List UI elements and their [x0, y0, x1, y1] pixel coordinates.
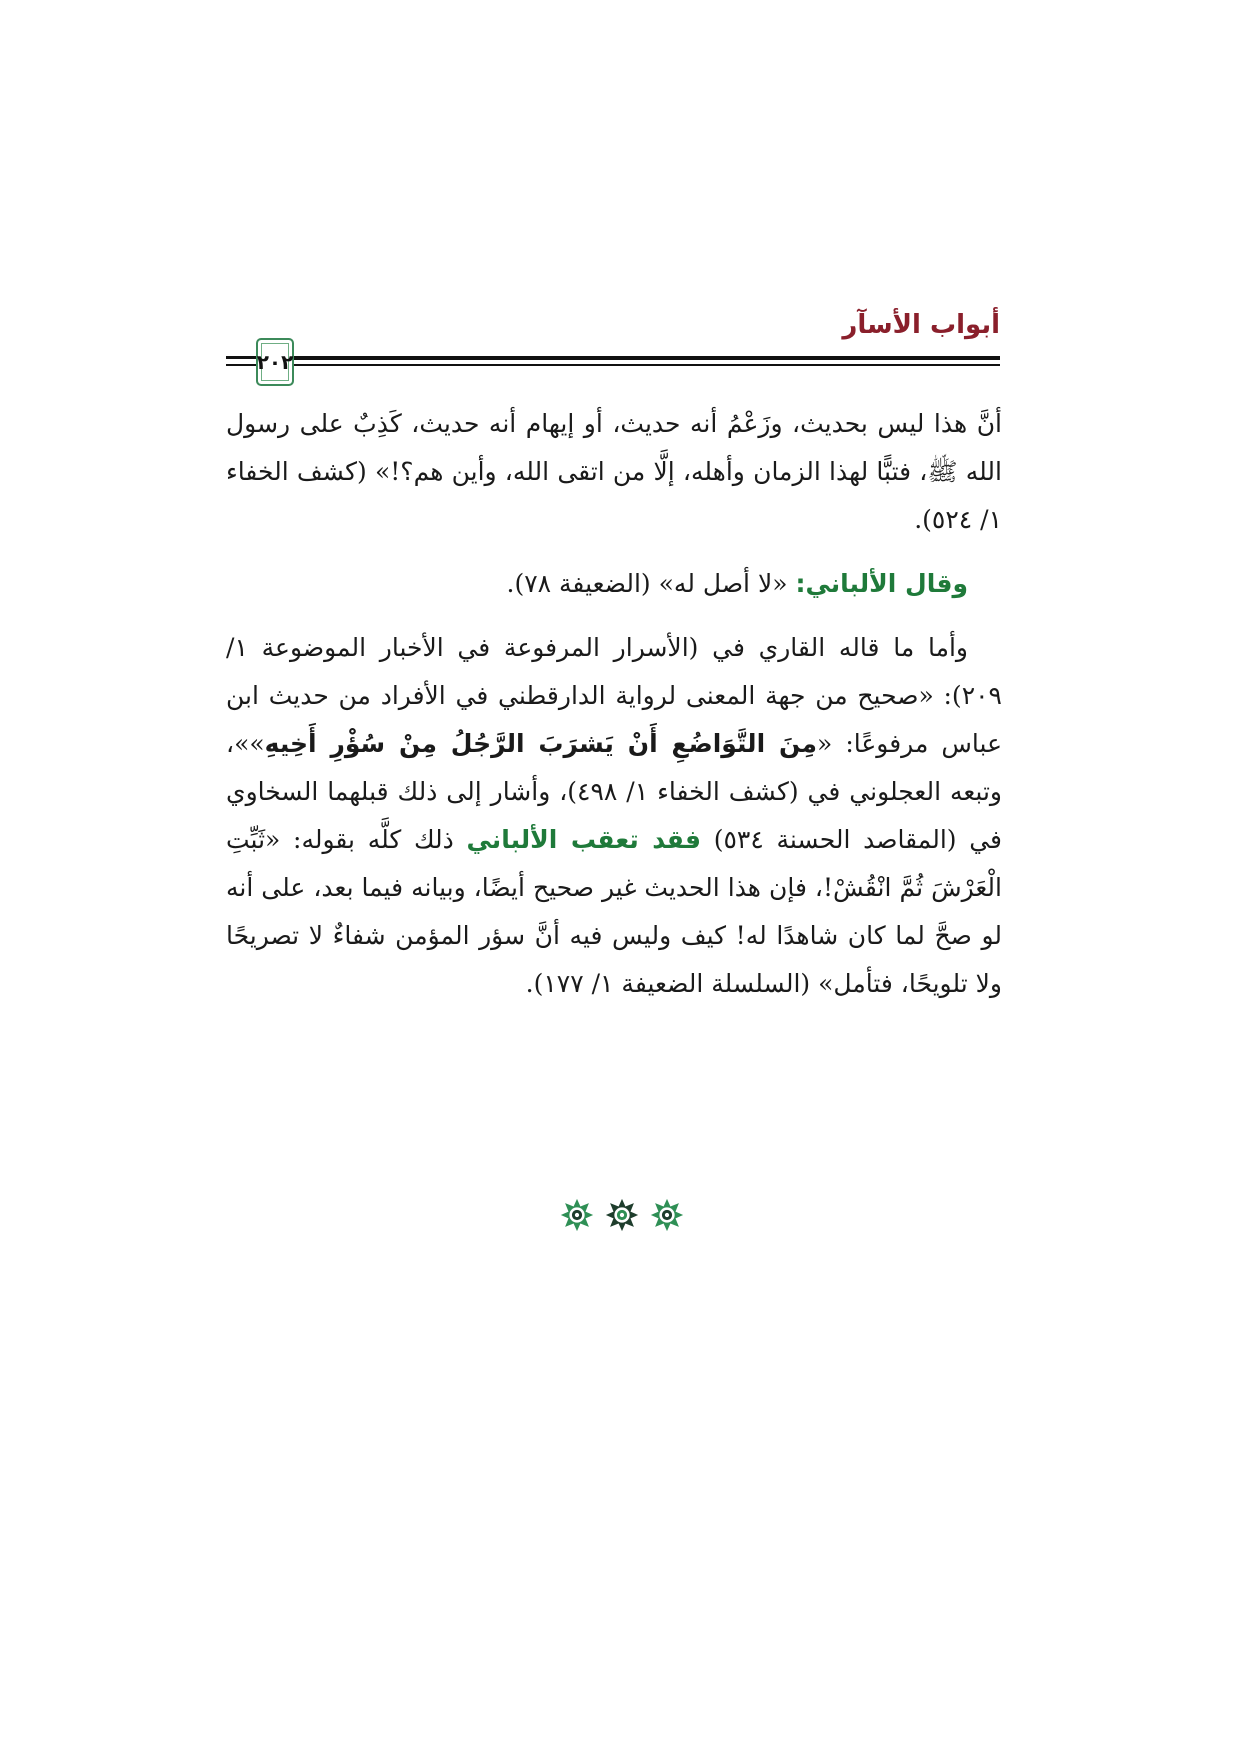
header-rule-thin — [290, 364, 1000, 366]
star-ornament-icon — [560, 1198, 594, 1232]
paragraph-2 — [226, 560, 1002, 608]
paragraph-3-part2: »»، وتبعه العجلوني في (كشف الخفاء ١/ ٤٩٨)، وأشار إلى ذلك قبلهما السخاوي في (المقاصد الحسنة ٥٣٤) — [226, 729, 1002, 854]
page-number-badge — [256, 338, 294, 386]
main-content — [226, 400, 1002, 1008]
section-end-ornaments — [560, 1195, 684, 1235]
paragraph-2-rest: «لا أصل له» (الضعيفة ٧٨). — [506, 569, 796, 598]
header-rule-tail-bottom — [226, 364, 256, 366]
header-rule-thick — [290, 356, 1000, 360]
star-ornament-icon — [650, 1198, 684, 1232]
albani-lead: وقال الألباني: — [795, 569, 968, 598]
paragraph-3-part1: وأما ما قاله القاري في (الأسرار المرفوعة في الأخبار الموضوعة ١/ ٢٠٩): «صحيح من جهة المعنى لرواية الدارقطني في الأفراد من حديث ابن عباس مرفوعًا: « — [226, 633, 1003, 758]
paragraph-1: أنَّ هذا ليس بحديث، وزَعْمُ أنه حديث، أو إيهام أنه حديث، كَذِبٌ على رسول الله ﷺ، فتبًّا لهذا الزمان وأهله، إلَّا من اتقى الله، وأين هم؟!» (كشف الخفاء ١/ ٥٢٤). — [226, 409, 1002, 534]
star-ornament-icon — [605, 1198, 639, 1232]
header-rule-tail-top — [226, 356, 256, 359]
paragraph-3 — [226, 624, 1002, 1008]
hadith-text: مِنَ التَّوَاضُعِ أَنْ يَشرَبَ الرَّجُلُ مِنْ سُؤْرِ أَخِيهِ — [264, 729, 817, 758]
book-title: أبواب الأسآر — [842, 310, 1000, 340]
page-number: ٢٠٢ — [256, 350, 294, 374]
albani-highlight: فقد تعقب الألباني — [466, 825, 702, 854]
paragraph-3-part3: ذلك كلَّه بقوله: «ثَبِّتِ الْعَرْشَ ثُمَّ انْقُشْ!، فإن هذا الحديث غير صحيح أيضًا، وبيانه فيما بعد، على أنه لو صحَّ لما كان شاهدًا له! كيف وليس فيه أنَّ سؤر المؤمن شفاءٌ لا تصريحًا ولا تلويحًا، فتأمل» (السلسلة الضعيفة ١/ ١٧٧). — [226, 825, 1002, 998]
